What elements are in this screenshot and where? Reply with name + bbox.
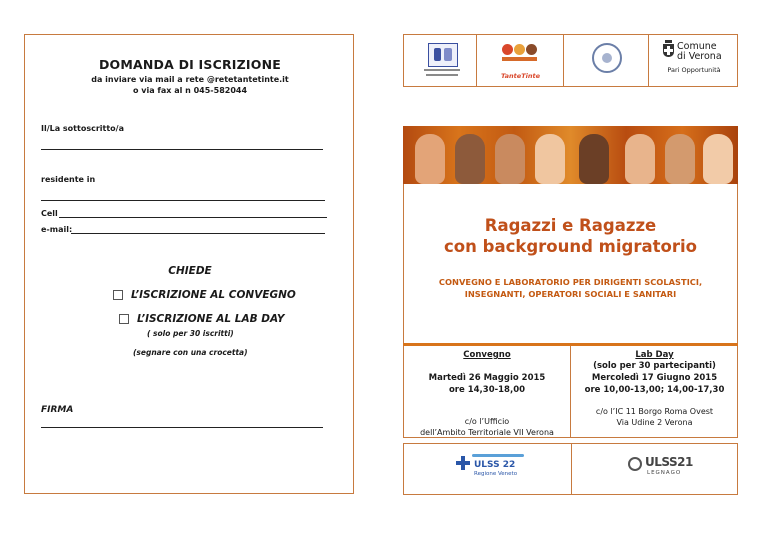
pari-opportunita: Pari Opportunità [667, 66, 721, 74]
comune-logo-cell [649, 35, 739, 86]
registration-form [24, 34, 354, 494]
form-subtitle-email: da inviare via mail a rete @retetantetinte.it [91, 75, 289, 84]
ulss21-logo-cell [572, 444, 739, 494]
ulss21-emblem-icon [628, 457, 642, 471]
network-logo [428, 43, 458, 67]
comune-line2: di Verona [677, 51, 722, 62]
labday-checkbox[interactable] [119, 314, 129, 324]
ulss21-name: ULSS21 [645, 455, 693, 469]
event-title-line1: Ragazzi e Ragazze [484, 216, 657, 235]
option-conference-label: L’ISCRIZIONE AL CONVEGNO [131, 289, 296, 301]
cell-field[interactable] [59, 217, 327, 218]
ulss22-name: ULSS 22 [474, 460, 516, 470]
residence-field[interactable] [41, 200, 325, 201]
form-subtitle-fax: o via fax al n 045-582044 [132, 86, 248, 95]
signature-field[interactable] [41, 427, 323, 428]
event-subtitle-line2: INSEGNANTI, OPERATORI SOCIALI E SANITARI [464, 289, 677, 299]
labday-place-line2: Via Udine 2 Verona [616, 418, 693, 427]
labday-column [571, 350, 738, 428]
convegno-place-line1: c/o l’Ufficio [464, 417, 510, 426]
labday-limit: ( solo per 30 iscritti) [147, 329, 234, 338]
event-title-line2: con background migratorio [444, 237, 697, 256]
ulss21-sub: LEGNAGO [647, 470, 682, 476]
residence-label: residente in [41, 175, 96, 184]
form-title: DOMANDA DI ISCRIZIONE [98, 57, 281, 72]
labday-limit-text: (solo per 30 partecipanti) [593, 361, 716, 371]
option-labday[interactable] [119, 313, 285, 325]
ulss22-region: Regione Veneto [474, 471, 518, 477]
ulss22-logo-cell [404, 444, 572, 494]
convegno-place-line2: dell’Ambito Territoriale VII Verona [420, 428, 554, 437]
ulss22-cross-icon [456, 456, 470, 470]
photo-strip-youth-faces [403, 126, 738, 184]
undersigned-field[interactable] [41, 149, 323, 150]
convegno-column [404, 350, 570, 438]
verona-crest-icon [663, 40, 674, 57]
labday-date: Mercoledì 17 Giugno 2015 [591, 373, 718, 383]
labday-place-line1: c/o l’IC 11 Borgo Roma Ovest [595, 407, 714, 416]
ulss22-wave [472, 454, 524, 457]
signature-label: FIRMA [41, 405, 74, 415]
email-label: e-mail: [41, 225, 73, 234]
sponsor-logo-bar [403, 34, 738, 87]
mark-instruction: (segnare con una crocetta) [133, 348, 248, 357]
labday-time: ore 10,00-13,00; 14,00-17,30 [584, 385, 725, 395]
cell-label: Cell [41, 209, 58, 218]
option-labday-label: L’ISCRIZIONE AL LAB DAY [137, 313, 285, 325]
seal-logo-cell [564, 35, 649, 86]
option-conference[interactable] [113, 289, 296, 301]
email-field[interactable] [71, 233, 325, 234]
undersigned-label: Il/La sottoscritto/a [41, 124, 124, 133]
institutional-seal [592, 43, 622, 73]
tantetinte-label: TanteTinte [501, 72, 540, 80]
conference-checkbox[interactable] [113, 290, 123, 300]
requests-heading: CHIEDE [168, 265, 212, 277]
comune-line1: Comune [677, 41, 717, 52]
event-subtitle-line1: CONVEGNO E LABORATORIO PER DIRIGENTI SCOLASTICI, [438, 277, 703, 287]
convegno-time: ore 14,30-18,00 [448, 385, 526, 395]
tantetinte-logo-cell [477, 35, 564, 86]
network-logo-cell [404, 35, 477, 86]
health-logo-bar [403, 443, 738, 495]
convegno-heading: Convegno [463, 350, 511, 360]
convegno-date: Martedì 26 Maggio 2015 [428, 373, 546, 383]
labday-heading: Lab Day [635, 350, 674, 360]
